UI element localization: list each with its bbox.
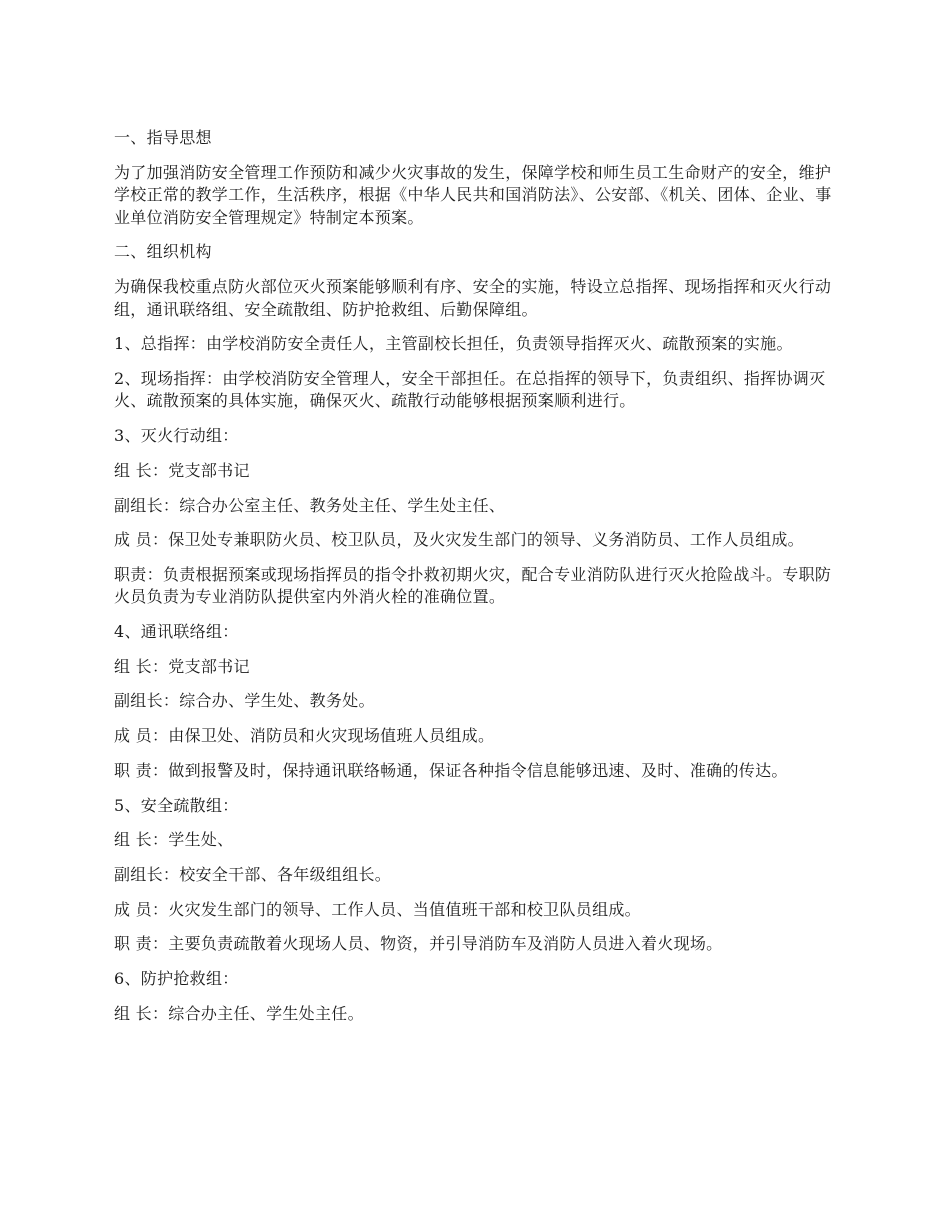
firefighting-members: 成 员：保卫处专兼职防火员、校卫队员，及火灾发生部门的领导、义务消防员、工作人员组成。 — [114, 530, 804, 550]
firefighting-duties: 职责：负责根据预案或现场指挥员的指令扑救初期火灾，配合专业消防队进行灭火抢险战斗。专职防火员负责为专业消防队提供室内外消火栓的准确位置。 — [114, 564, 832, 607]
item-commander: 1、总指挥：由学校消防安全责任人，主管副校长担任，负责领导指挥灭火、疏散预案的实施。 — [114, 334, 793, 354]
firefighting-leader: 组 长：党支部书记 — [114, 460, 250, 480]
evacuation-members: 成 员：火灾发生部门的领导、工作人员、当值值班干部和校卫队员组成。 — [114, 899, 641, 919]
communication-duties: 职 责：做到报警及时，保持通讯联络畅通，保证各种指令信息能够迅速、及时、准确的传达。 — [114, 760, 788, 780]
paragraph-purpose: 为了加强消防安全管理工作预防和减少火灾事故的发生，保障学校和师生员工生命财产的安全，维护学校正常的教学工作，生活秩序，根据《中华人民共和国消防法》、公安部、《机关、团体、企业、事业单位消防安全管理规定》特制定本预案。 — [114, 162, 832, 227]
rescue-leader: 组 长：综合办主任、学生处主任。 — [114, 1003, 364, 1023]
section-heading-guiding-idea: 一、指导思想 — [114, 128, 212, 147]
firefighting-deputy: 副组长：综合办公室主任、教务处主任、学生处主任、 — [114, 495, 506, 515]
subheading-communication-group: 4、通讯联络组： — [114, 622, 239, 642]
subheading-firefighting-group: 3、灭火行动组： — [114, 426, 239, 446]
paragraph-organization-intro: 为确保我校重点防火部位灭火预案能够顺利有序、安全的实施，特设立总指挥、现场指挥和灭火行动组，通讯联络组、安全疏散组、防护抢救组、后勤保障组。 — [114, 277, 832, 319]
subheading-evacuation-group: 5、安全疏散组： — [114, 795, 239, 815]
communication-members: 成 员：由保卫处、消防员和火灾现场值班人员组成。 — [114, 726, 495, 746]
item-site-commander: 2、现场指挥：由学校消防安全管理人，安全干部担任。在总指挥的领导下，负责组织、指挥协调灭火、疏散预案的具体实施，确保灭火、疏散行动能够根据预案顺利进行。 — [114, 368, 826, 411]
communication-leader: 组 长：党支部书记 — [114, 656, 250, 676]
evacuation-deputy: 副组长：校安全干部、各年级组组长。 — [114, 864, 392, 884]
evacuation-leader: 组 长：学生处、 — [114, 830, 234, 850]
section-heading-organization: 二、组织机构 — [114, 242, 212, 262]
communication-deputy: 副组长：综合办、学生处、教务处。 — [114, 691, 375, 711]
document-body — [114, 127, 844, 1037]
subheading-rescue-group: 6、防护抢救组： — [114, 968, 239, 988]
evacuation-duties: 职 责：主要负责疏散着火现场人员、物资，并引导消防车及消防人员进入着火现场。 — [114, 934, 723, 954]
